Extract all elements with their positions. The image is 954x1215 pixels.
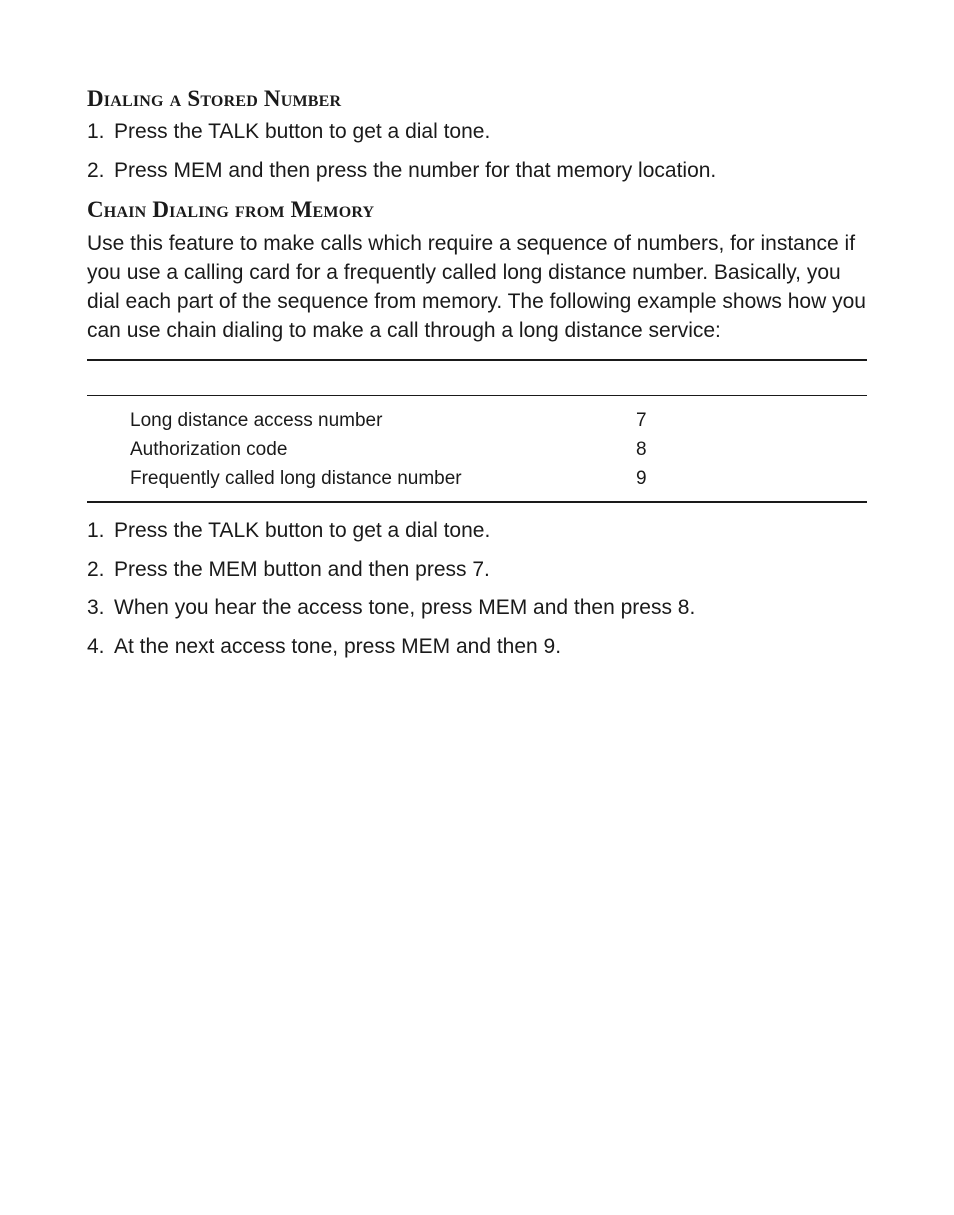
step-text: Press MEM and then press the number for that memory location. [114, 158, 717, 182]
section-heading: Dialing a Stored Number [87, 86, 342, 111]
step-number: 1. [87, 120, 105, 143]
section-chain-dialing [87, 195, 867, 345]
step-item [87, 517, 867, 545]
step-text: Press the TALK button to get a dial tone. [114, 120, 491, 143]
step-list [87, 517, 867, 661]
table-cell-label: Frequently called long distance number [130, 468, 462, 489]
table-cell-location: 9 [636, 468, 647, 489]
step-item [87, 157, 867, 185]
table-cell-location: 7 [636, 410, 647, 431]
step-number: 2. [87, 158, 105, 182]
section-dialing-stored-number [87, 84, 867, 185]
table-top-rule [87, 359, 867, 361]
step-number: 3. [87, 596, 105, 619]
table-cell-location: 8 [636, 439, 647, 460]
memory-location-table [87, 359, 867, 503]
step-item [87, 633, 867, 661]
step-text: When you hear the access tone, press MEM and then press 8. [114, 596, 696, 619]
manual-page [87, 84, 867, 671]
section-heading: Chain Dialing from Memory [87, 197, 375, 222]
step-text: Press the MEM button and then press 7. [114, 557, 490, 581]
table-row [87, 435, 867, 464]
step-item [87, 594, 867, 622]
step-item [87, 118, 867, 146]
step-number: 1. [87, 519, 105, 542]
step-item [87, 556, 867, 584]
table-cell-label: Authorization code [130, 439, 288, 460]
step-list [87, 118, 867, 185]
step-number: 4. [87, 634, 105, 658]
table-body [87, 396, 867, 501]
step-number: 2. [87, 557, 105, 581]
section-chain-dialing-steps [87, 517, 867, 661]
step-text: Press the TALK button to get a dial tone. [114, 519, 491, 542]
table-row [87, 464, 867, 493]
table-cell-label: Long distance access number [130, 410, 383, 431]
step-text: At the next access tone, press MEM and then 9. [114, 634, 562, 658]
table-bottom-rule [87, 501, 867, 503]
table-row [87, 406, 867, 435]
intro-paragraph: Use this feature to make calls which require a sequence of numbers, for instance if you use a calling card for a frequently called long distance number. Basically, you dial each part of the sequence from memory. The following example shows how you can use chain dialing to make a call through a long distance service: [87, 232, 866, 342]
